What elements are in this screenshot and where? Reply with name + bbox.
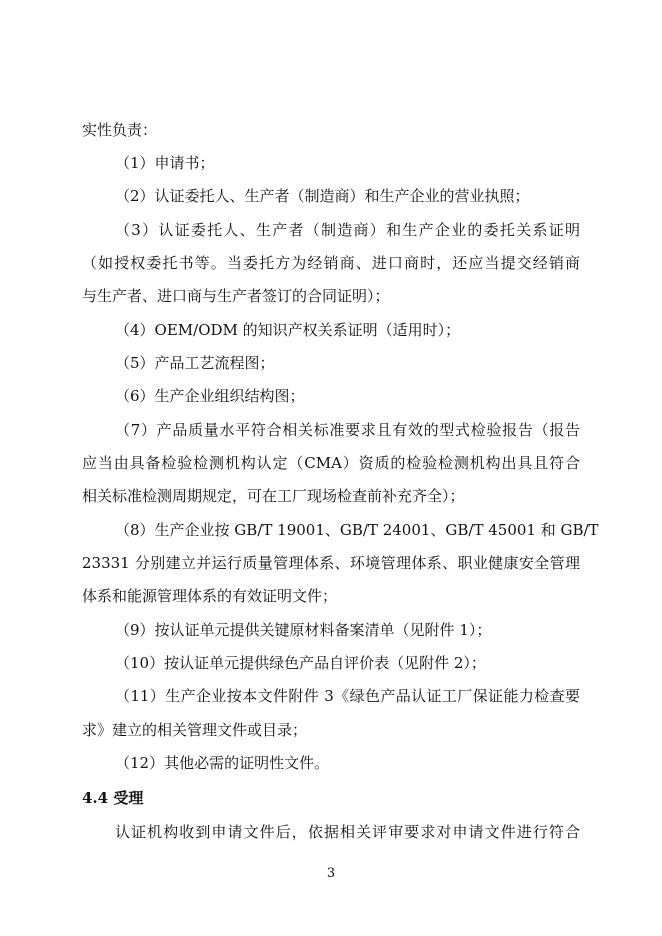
list-item: （8）生产企业按 GB/T 19001、GB/T 24001、GB/T 45001 和 GB/T [115,521,599,539]
page-number: 3 [326,866,336,881]
text-line: 认证机构收到申请文件后，依据相关评审要求对申请文件进行符合 [115,823,580,841]
text-line: 相关标准检测周期规定，可在工厂现场检查前补充齐全）； [82,487,465,505]
list-item: （10）按认证单元提供绿色产品自评价表（见附件 2）； [115,654,486,672]
list-item: （3）认证委托人、生产者（制造商）和生产企业的委托关系证明 [115,221,580,239]
text-line: （如授权委托书等。当委托方为经销商、进口商时，还应当提交经销商 [82,254,580,272]
list-item: （7）产品质量水平符合相关标准要求且有效的型式检验报告（报告 [115,421,580,439]
section-heading: 4.4 受理 [82,789,144,807]
list-item: （4）OEM/ODM 的知识产权关系证明（适用时）； [115,321,461,339]
text-line: 与生产者、进口商与生产者签订的合同证明）； [82,287,390,305]
text-line: 体系和能源管理体系的有效证明文件； [82,587,338,605]
list-item: （5）产品工艺流程图； [115,354,275,372]
list-item: （9）按认证单元提供关键原材料备案清单（见附件 1）； [115,621,492,639]
text-line: 23331 分别建立并运行质量管理体系、环境管理体系、职业健康安全管理 [82,554,580,572]
text-line: 求》建立的相关管理文件或目录； [82,721,308,739]
list-item: （12）其他必需的证明性文件。 [115,754,330,772]
list-item: （2）认证委托人、生产者（制造商）和生产企业的营业执照； [115,187,530,205]
list-item: （6）生产企业组织结构图； [115,387,305,405]
list-item: （1）申请书； [115,154,215,172]
text-line: 实性负责： [82,121,158,139]
list-item: （11）生产企业按本文件附件 3《绿色产品认证工厂保证能力检查要 [115,687,580,705]
text-line: 应当由具备检验检测机构认定（CMA）资质的检验检测机构出具且符合 [82,454,580,472]
